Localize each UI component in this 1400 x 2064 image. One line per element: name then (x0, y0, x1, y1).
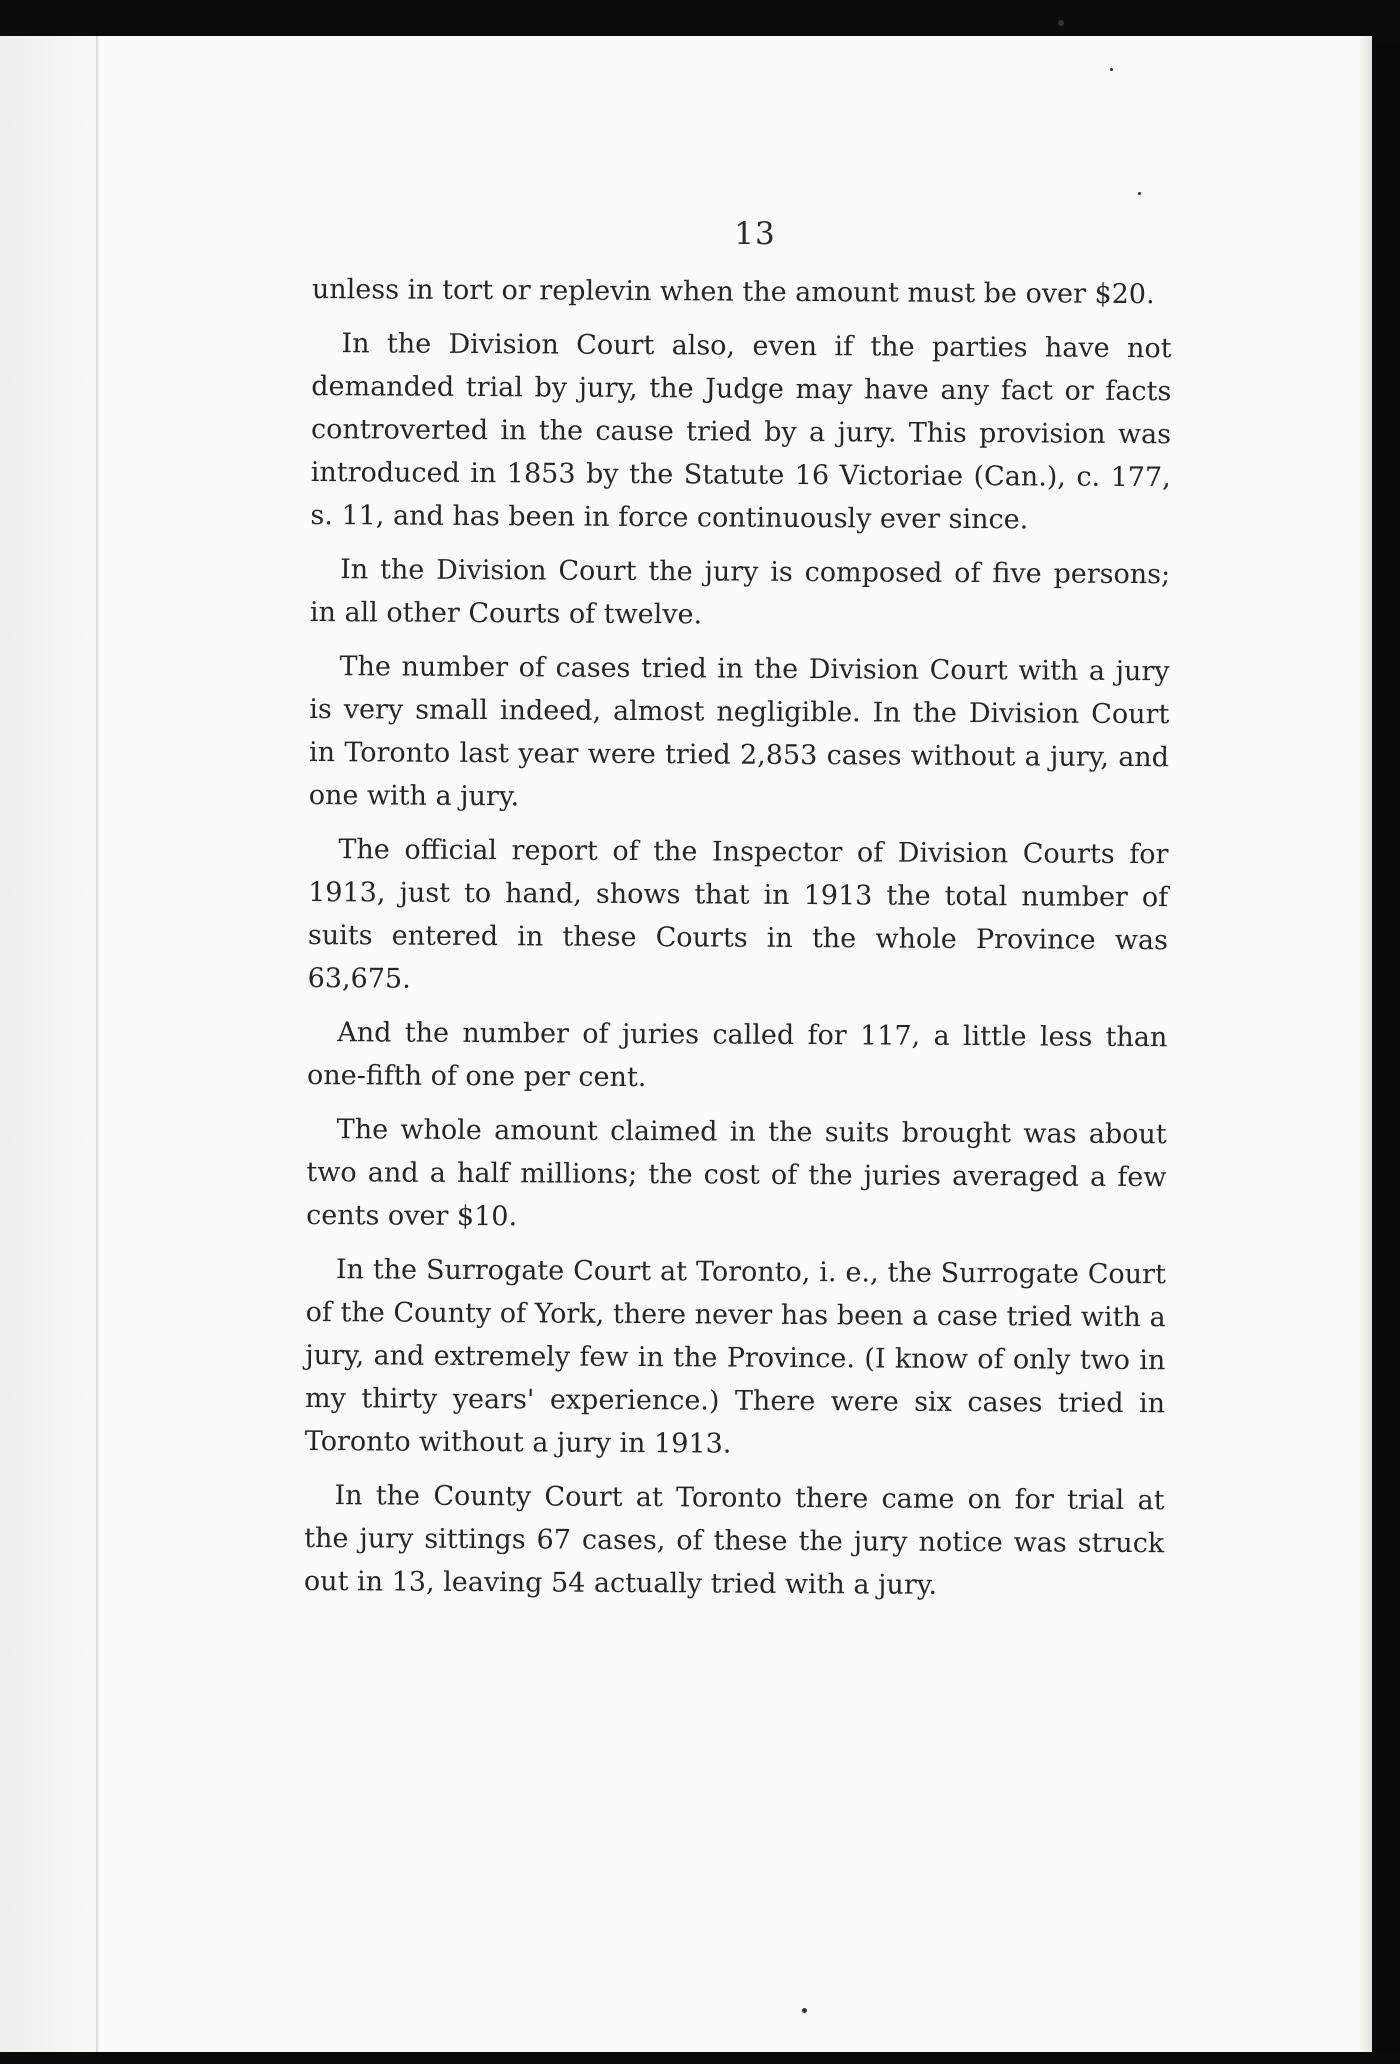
scan-speck (1058, 20, 1064, 26)
paragraph: unless in tort or replevin when the amount must be over $20. (311, 273, 1155, 311)
paragraph: The number of cases tried in the Division Court with a jury is very small indeed, almost negligible. In the Division Court in Toronto last year were tried 2,853 cases without a jury, and one with a jury. (308, 651, 1170, 813)
paragraph: In the County Court at Toronto there came on for trial at the jury sittings 67 cases, of these the jury notice was struck out in 13, leaving 54 actually tried with a jury. (303, 1480, 1165, 1601)
paragraph: In the Surrogate Court at Toronto, i. e., the Surrogate Court of the County of York, there never has been a case tried with a jury, and extremely few in the Province. (I know of only two in my thirty years' experience.) There were six cases tried in Toronto without a jury in 1913. (304, 1254, 1166, 1460)
paragraph: In the Division Court also, even if the parties have not demanded trial by jury, the Judge may have any fact or facts controverted in the cause tried by a jury. This provision was introduced in 1853 by the Statute 16 Victoriae (Can.), c. 177, s. 11, and has been in force continuously ever since. (310, 328, 1172, 536)
paragraph: The whole amount claimed in the suits brought was about two and a half millions; the cost of the juries averaged a few cents over $10. (306, 1114, 1167, 1233)
scan-speck (1110, 68, 1113, 71)
paragraph: And the number of juries called for 117, a little less than one-fifth of one per cent. (306, 1017, 1168, 1094)
paragraph: In the Division Court the jury is composed of five persons; in all other Courts of twelve. (309, 554, 1171, 631)
page-gutter-line (96, 36, 99, 2052)
scan-bottom-border (0, 2052, 1400, 2064)
scan-speck (1138, 192, 1141, 195)
scan-speck (802, 2008, 807, 2013)
page-left-margin (0, 36, 96, 2052)
page-right-edge (1360, 36, 1372, 2052)
body-text (304, 268, 1172, 1619)
page-number: 13 (734, 216, 776, 252)
paragraph: The official report of the Inspector of Division Courts for 1913, just to hand, shows that in 1913 the total number of suits entered in these Courts in the whole Province was 63,675. (307, 834, 1169, 995)
